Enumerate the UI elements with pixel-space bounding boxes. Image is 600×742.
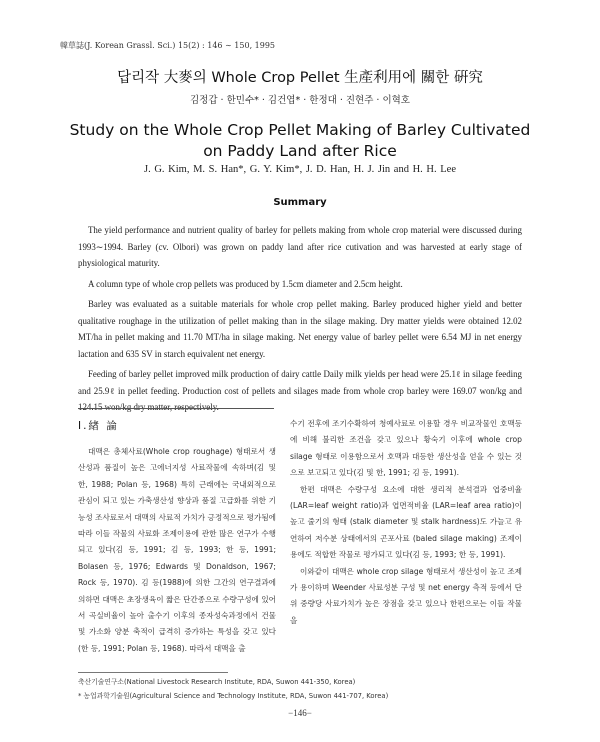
- korean-title: 답리작 大麥의 Whole Crop Pellet 生產利用에 關한 硏究: [117, 70, 483, 86]
- summary-paragraph: The yield performance and nutrient quality of barley for pellets making from whole crop material were discussed during 1993∼1994. Barley (cv. Olbori) was grown on paddy land after rice cutivation and was harvested at early stage of physiological maturity.: [78, 225, 522, 268]
- body-paragraph: 이와같이 대맥은 whole crop silage 형태로서 생산성이 높고 조제가 용이하며 Weender 사료성분 구성 및 net energy 측적 등에서 단위 중량당 사료가치가 높은 장점을 갖고 있으나 한편으로는 이들 작물을: [290, 566, 522, 625]
- body-left-column: [78, 444, 276, 657]
- body-paragraph: 대맥은 총체사료(Whole crop roughage) 형태로서 생산성과 품질이 높은 고에너지성 사료작물에 속하며(김 및 한, 1988; Polan 등, 1968) 특히 근래에는 국내외적으로 관심이 되고 있는 가축생산성 향상과 품질 고급화를 위한 기능성 조사료로서 대맥의 사료적 가치가 긍정적으로 평가됨에 따라 이들 작물의 사료화 조제이용에 관한 많은 연구가 수행되고 있다(김 등, 1991; 김 등, 1993; 한 등, 1991; Bolasen 등, 1976; Edwards 및 Donaldson, 1967; Rock 등, 1970). 김 등(1988)에 의한 그간의 연구결과에 의하면 대맥은 초장생육이 짧은 단간종으로 수량구성에 있어서 곡실비율이 높아 출수기 이후의 종자성숙과정에서 건물 및 가소화 양분 축적이 급격히 증가하는 특성을 갖고 있다(한 등, 1991; Polan 등, 1968). 따라서 대맥을 출: [78, 447, 276, 653]
- footnote-affiliation-1: 축산기술연구소(National Livestock Research Institute, RDA, Suwon 441-350, Korea): [78, 678, 356, 686]
- summary-paragraph: Feeding of barley pellet improved milk production of dairy cattle Daily milk yields per head were 25.1ℓ in silage feeding and 25.9ℓ in pellet feeding. Production cost of pellets and silages made from whole crop barley were 169.07 won/kg and 124.15 won/kg dry matter, respectively.: [78, 369, 522, 412]
- footnote-divider: [78, 672, 228, 673]
- body-paragraph: 한편 대맥은 수량구성 요소에 대한 생리적 분석결과 엽중비율 (LAR=leaf weight ratio)과 엽면적비율 (LAR=leaf area ratio)이 높고 줄기의 형태 (stalk diameter 및 stalk hardness)도 가늘고 유연하여 저수분 상태에서의 곤포사료 (baled silage making) 조제이용에도 적합한 작물로 평가되고 있다(김 등, 1993; 한 등, 1991).: [290, 484, 522, 560]
- summary-paragraph: A column type of whole crop pellets was produced by 1.5cm diameter and 2.5cm height.: [88, 278, 403, 289]
- english-title: [0, 120, 600, 162]
- summary-body: [78, 222, 522, 420]
- section-divider: [78, 408, 274, 409]
- summary-heading: Summary: [273, 197, 327, 208]
- english-authors: J. G. Kim, M. S. Han*, G. Y. Kim*, J. D. Han, H. J. Jin and H. H. Lee: [144, 164, 456, 175]
- body-right-column: [290, 416, 522, 629]
- footnote-affiliation-2: * 농업과학기술원(Agricultural Science and Technology Institute, RDA, Suwon 441-707, Korea): [78, 692, 389, 700]
- korean-authors: 김정갑 · 한민수* · 김건엽* · 한정대 · 진현주 · 이혁호: [190, 95, 410, 106]
- journal-reference: 韓草誌(J. Korean Grassl. Sci.) 15(2) : 146 ∼ 150, 1995: [60, 41, 276, 50]
- summary-paragraph: Barley was evaluated as a suitable materials for whole crop pellet making. Barley produced higher yield and better qualitative roughage in the utilization of pellet making than in the silage making. Dry matter yields were obtained 12.02 MT/ha in pellet making and 11.70 MT/ha in silage making. Net energy value of barley pellet were 6.54 MJ in net energy lactation and 635 SV in starch equivalent net energy.: [78, 299, 522, 359]
- body-paragraph: 수기 전후에 조기수확하여 청예사료로 이용할 경우 비교작물인 호맥등에 비해 불리한 조건을 갖고 있으나 황숙기 이후에 whole crop silage 형태로 이용함으로서 호맥과 대등한 생산성을 얻을 수 있는 것으로 보고되고 있다(김 및 한, 1991; 김 등, 1991).: [290, 419, 522, 478]
- section-heading-introduction: Ⅰ.緖 論: [78, 420, 119, 432]
- english-title-line-2: on Paddy Land after Rice: [203, 142, 397, 160]
- page-number: −146−: [288, 708, 312, 718]
- english-title-line-1: Study on the Whole Crop Pellet Making of Barley Cultivated: [69, 121, 531, 139]
